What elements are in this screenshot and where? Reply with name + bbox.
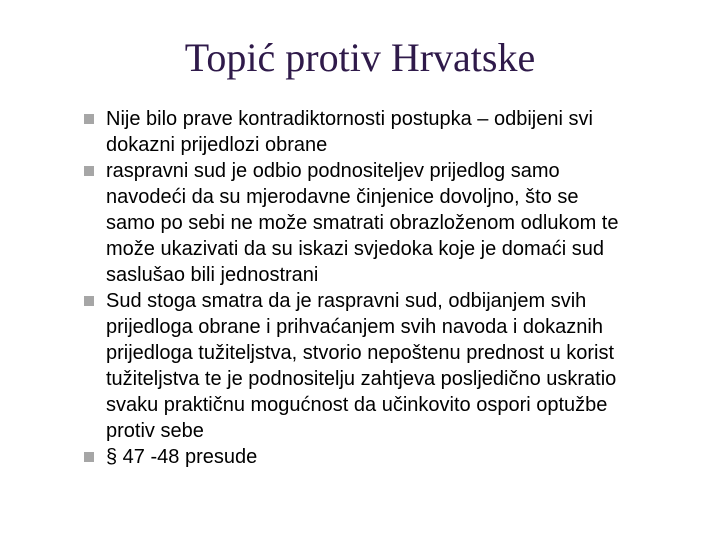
- bullet-text-line: prijedloga tužiteljstva, stvorio nepoštenu prednost u korist: [106, 342, 615, 364]
- bullet-text-line: raspravni sud je odbio podnositeljev prijedlog samo: [106, 160, 560, 182]
- bullet-text-line: tužiteljstva te je podnositelju zahtjeva posljedično uskratio: [106, 368, 617, 390]
- bullet-item: [84, 288, 684, 444]
- bullet-text-line: svaku praktičnu mogućnost da učinkovito ospori optužbe: [106, 394, 608, 416]
- bullet-text-line: navodeći da su mjerodavne činjenice dovoljno, što se: [106, 186, 579, 208]
- bullet-text-line: saslušao bili jednostrani: [106, 264, 319, 286]
- slide-title: Topić protiv Hrvatske: [184, 35, 536, 80]
- bullet-text-line: § 47 -48 presude: [106, 446, 258, 468]
- bullet-item: [84, 158, 684, 288]
- square-bullet-icon: [84, 114, 94, 124]
- bullet-item: [84, 106, 684, 158]
- bullet-text-line: dokazni prijedlozi obrane: [106, 134, 328, 156]
- square-bullet-icon: [84, 296, 94, 306]
- square-bullet-icon: [84, 452, 94, 462]
- bullet-list: [84, 106, 684, 470]
- bullet-text-line: Nije bilo prave kontradiktornosti postupka – odbijeni svi: [106, 108, 593, 130]
- bullet-text-line: prijedloga obrane i prihvaćanjem svih navoda i dokaznih: [106, 316, 603, 338]
- bullet-text-line: može ukazivati da su iskazi svjedoka koje je domaći sud: [106, 238, 605, 260]
- bullet-item: [84, 444, 684, 470]
- square-bullet-icon: [84, 166, 94, 176]
- bullet-text-line: Sud stoga smatra da je raspravni sud, odbijanjem svih: [106, 290, 587, 312]
- bullet-text-line: samo po sebi ne može smatrati obrazloženom odlukom te: [106, 212, 619, 234]
- bullet-text-line: protiv sebe: [106, 420, 204, 442]
